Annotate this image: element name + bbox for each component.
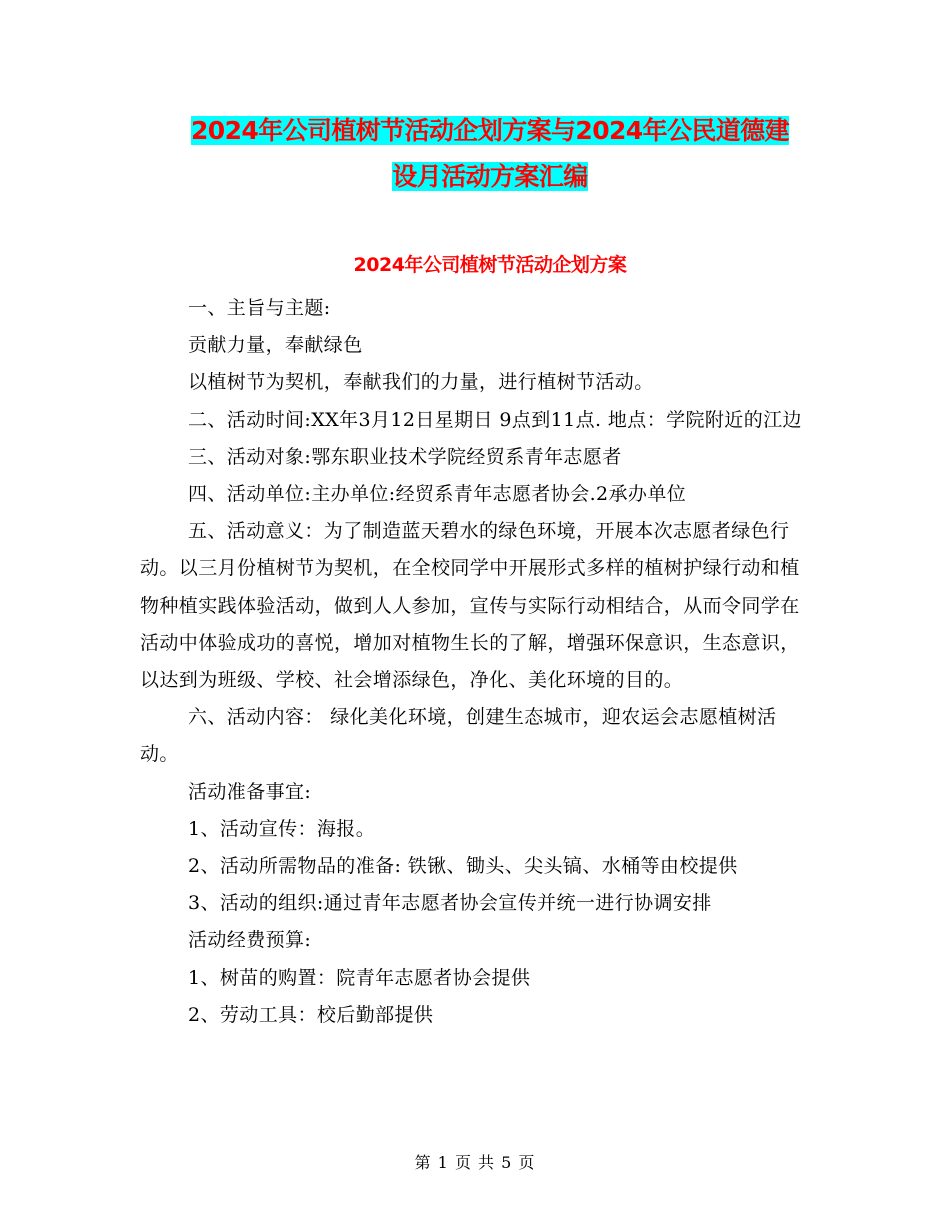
document-title-line-2 [140, 154, 840, 200]
paragraph: 活动准备事宜: [188, 780, 312, 803]
section-title: 2024年公司植树节活动企划方案 [353, 254, 627, 276]
paragraph: 五、活动意义：为了制造蓝天碧水的绿色环境，开展本次志愿者绿色行动。以三月份植树节为契机，在全校同学中开展形式多样的植树护绿行动和植物种植实践体验活动，做到人人参加，宣传与实际行动相结合，从而令同学在活动中体验成功的喜悦，增加对植物生长的了解，增强环保意识，生态意识，以达到为班级、学校、社会增添绿色，净化、美化环境的目的。 [140, 520, 800, 692]
paragraph: 2、劳动工具：校后勤部提供 [188, 1003, 434, 1026]
paragraph: 1、活动宣传：海报。 [188, 817, 376, 840]
paragraph: 1、树苗的购置：院青年志愿者协会提供 [188, 966, 531, 989]
document-title-line-1 [140, 108, 840, 154]
paragraph: 活动经费预算: [188, 929, 312, 952]
paragraph: 一、主旨与主题: [188, 297, 331, 319]
paragraph: 2、活动所需物品的准备: 铁锹、锄头、尖头镐、水桶等由校提供 [188, 855, 738, 878]
title-highlight: 设月活动方案汇编 [392, 162, 588, 191]
paragraph: 二、活动时间:XX年3月12日星期日 9点到11点. 地点：学院附近的江边 [188, 408, 802, 431]
paragraph: 三、活动对象:鄂东职业技术学院经贸系青年志愿者 [188, 445, 622, 468]
paragraph: 六、活动内容： 绿化美化环境，创建生态城市，迎农运会志愿植树活动。 [140, 706, 777, 766]
paragraph: 3、活动的组织:通过青年志愿者协会宣传并统一进行协调安排 [188, 892, 712, 915]
paragraph: 贡献力量，奉献绿色 [188, 334, 363, 357]
title-highlight: 2024年公司植树节活动企划方案与2024年公民道德建 [191, 116, 789, 145]
document-body [140, 290, 810, 1034]
paragraph: 四、活动单位:主办单位:经贸系青年志愿者协会.2承办单位 [188, 483, 687, 506]
paragraph: 以植树节为契机，奉献我们的力量，进行植树节活动。 [188, 371, 654, 394]
page-number-footer: 第 1 页 共 5 页 [414, 1153, 536, 1172]
